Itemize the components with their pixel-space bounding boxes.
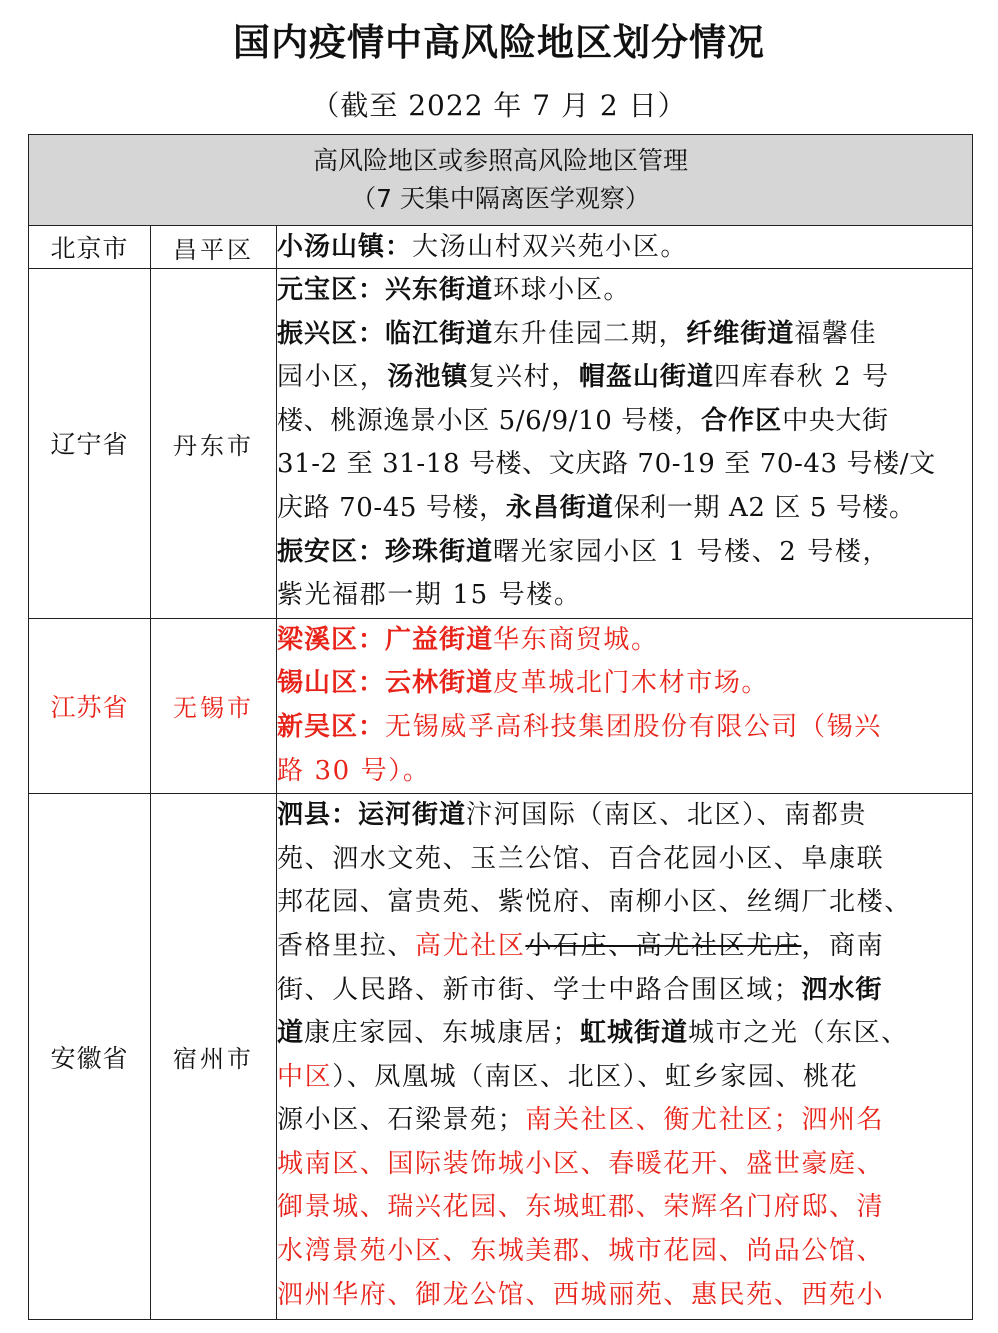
- district-name: 元宝区：: [277, 275, 386, 305]
- area-line: [277, 531, 972, 575]
- area-text: 复兴村，: [468, 362, 579, 393]
- area-text: ，商南: [801, 930, 885, 961]
- area-line: [277, 1099, 972, 1143]
- area-text: 曙光家园小区 1 号楼、2 号楼，: [493, 536, 891, 567]
- risk-area-table: [28, 134, 973, 1320]
- area-line: [277, 574, 972, 618]
- area-line: [277, 443, 972, 487]
- area-line: [277, 1056, 972, 1100]
- city-cell: 丹东市: [151, 269, 277, 619]
- area-text: 紫光福郡一期 15 号楼。: [277, 580, 582, 611]
- area-line: [277, 619, 972, 663]
- street-name: 合作区: [701, 405, 783, 436]
- street-name: 临江街道: [385, 318, 494, 349]
- street-name: 兴东街道: [385, 275, 494, 305]
- area-text: 福馨佳: [794, 318, 878, 349]
- street-name: 道: [277, 1018, 305, 1049]
- area-text: 华东商贸城。: [493, 624, 659, 655]
- street-name: 汤池镇: [387, 362, 469, 393]
- added-area-text: 御景城、瑞兴花园、东城虹郡、荣辉名门府邸、清: [277, 1192, 885, 1223]
- street-name: 云林街道: [385, 668, 494, 699]
- area-line: [277, 228, 972, 266]
- district-name: 振安区：: [277, 536, 386, 567]
- area-text: 香格里拉、: [277, 930, 416, 961]
- area-line: [277, 706, 972, 750]
- areas-cell: [277, 618, 973, 793]
- province-cell: 江苏省: [29, 618, 151, 793]
- added-area-text: 城南区、国际装饰城小区、春暖花开、盛世豪庭、: [277, 1148, 885, 1179]
- area-line: [277, 487, 972, 531]
- district-name: 锡山区：: [277, 668, 386, 699]
- area-text: 苑、泗水文苑、玉兰公馆、百合花园小区、阜康联: [277, 843, 885, 874]
- area-line: [277, 269, 972, 313]
- area-line: [277, 838, 972, 882]
- table-row-anhui: [29, 794, 973, 1320]
- street-name: 纤维街道: [686, 318, 795, 349]
- area-line: [277, 794, 972, 838]
- area-text: 四库春秋 2 号: [713, 362, 890, 393]
- area-text: 无锡威孚高科技集团股份有限公司（锡兴: [385, 711, 882, 742]
- area-text: 汴河国际（南区、北区）、南都贵: [466, 800, 868, 831]
- area-text: 庆路 70-45 号楼，: [277, 492, 506, 523]
- area-text: 园小区，: [277, 362, 388, 393]
- added-area-text: 高尤社区: [415, 930, 526, 961]
- page-title: 国内疫情中高风险地区划分情况: [233, 21, 765, 64]
- area-line: [277, 881, 972, 925]
- district-name: 新吴区：: [277, 711, 386, 742]
- province-cell: 安徽省: [29, 794, 151, 1320]
- street-name: 珍珠街道: [385, 536, 494, 567]
- area-text: 皮革城北门木材市场。: [493, 668, 770, 699]
- added-area-text: 南关社区、衡尤社区；泗州名: [525, 1105, 885, 1136]
- table-header: [29, 135, 973, 226]
- city-cell: 无锡市: [151, 618, 277, 793]
- area-line: [277, 1012, 972, 1056]
- district-name: 振兴区：: [277, 318, 386, 349]
- area-text: 保利一期 A2 区 5 号楼。: [613, 492, 916, 523]
- area-line: [277, 969, 972, 1013]
- area-text: 邦花园、富贵苑、紫悦府、南柳小区、丝绸厂北楼、: [277, 887, 912, 918]
- province-cell: 辽宁省: [29, 269, 151, 619]
- area-text: 楼、桃源逸景小区 5/6/9/10 号楼，: [277, 405, 702, 436]
- areas-cell: [277, 794, 973, 1320]
- area-line: [277, 662, 972, 706]
- city-cell: 宿州市: [151, 794, 277, 1320]
- area-text: 环球小区。: [493, 275, 632, 305]
- area-text: 东升佳园二期，: [493, 318, 687, 349]
- area-text: 大汤山村双兴苑小区。: [412, 232, 689, 262]
- district-name: 梁溪区：: [277, 624, 386, 655]
- area-text: 城市之光（东区、: [688, 1018, 909, 1049]
- table-row-liaoning: [29, 269, 973, 619]
- district-name: 泗县：: [277, 800, 359, 831]
- area-line: [277, 356, 972, 400]
- area-line: [277, 1274, 972, 1318]
- area-text: 街、人民路、新市街、学士中路合围区域；: [277, 974, 802, 1005]
- street-name: 泗水街: [801, 974, 883, 1005]
- street-name: 广益街道: [385, 624, 494, 655]
- area-line: [277, 1143, 972, 1187]
- area-line: [277, 925, 972, 969]
- area-line: [277, 750, 972, 794]
- area-text: ）、凤凰城（南区、北区）、虹乡家园、桃花: [332, 1061, 859, 1092]
- page-subtitle: （截至 2022 年 7 月 2 日）: [311, 89, 687, 122]
- street-name: 帽盔山街道: [578, 362, 714, 393]
- table-header-row: [29, 135, 973, 226]
- area-line: [277, 400, 972, 444]
- header-line-1: 高风险地区或参照高风险地区管理: [313, 146, 689, 175]
- added-area-text: 中区: [277, 1061, 333, 1092]
- province-cell: 北京市: [29, 226, 151, 269]
- removed-area-text: 小石庄、高尤社区尤庄: [525, 930, 802, 961]
- city-cell: 昌平区: [151, 226, 277, 269]
- added-area-text: 泗州华府、御龙公馆、西城丽苑、惠民苑、西苑小: [277, 1279, 885, 1310]
- area-text: 31-2 至 31-18 号楼、文庆路 70-19 至 70-43 号楼/文: [277, 449, 936, 480]
- table-row-beijing: [29, 226, 973, 269]
- table-row-jiangsu: [29, 618, 973, 793]
- area-text: 路 30 号）。: [277, 755, 431, 786]
- areas-cell: [277, 269, 973, 619]
- town-name: 小汤山镇：: [277, 232, 413, 262]
- area-text: 中央大街: [782, 405, 889, 436]
- street-name: 运河街道: [358, 800, 467, 831]
- areas-cell: [277, 226, 973, 269]
- area-line: [277, 313, 972, 357]
- area-line: [277, 1230, 972, 1274]
- area-text: 康庄家园、东城康居；: [304, 1018, 581, 1049]
- area-line: [277, 1186, 972, 1230]
- added-area-text: 水湾景苑小区、东城美郡、城市花园、尚品公馆、: [277, 1236, 885, 1267]
- street-name: 永昌街道: [505, 492, 614, 523]
- area-text: 源小区、石梁景苑；: [277, 1105, 526, 1136]
- header-line-2: （7 天集中隔离医学观察）: [351, 184, 650, 213]
- street-name: 虹城街道: [580, 1018, 689, 1049]
